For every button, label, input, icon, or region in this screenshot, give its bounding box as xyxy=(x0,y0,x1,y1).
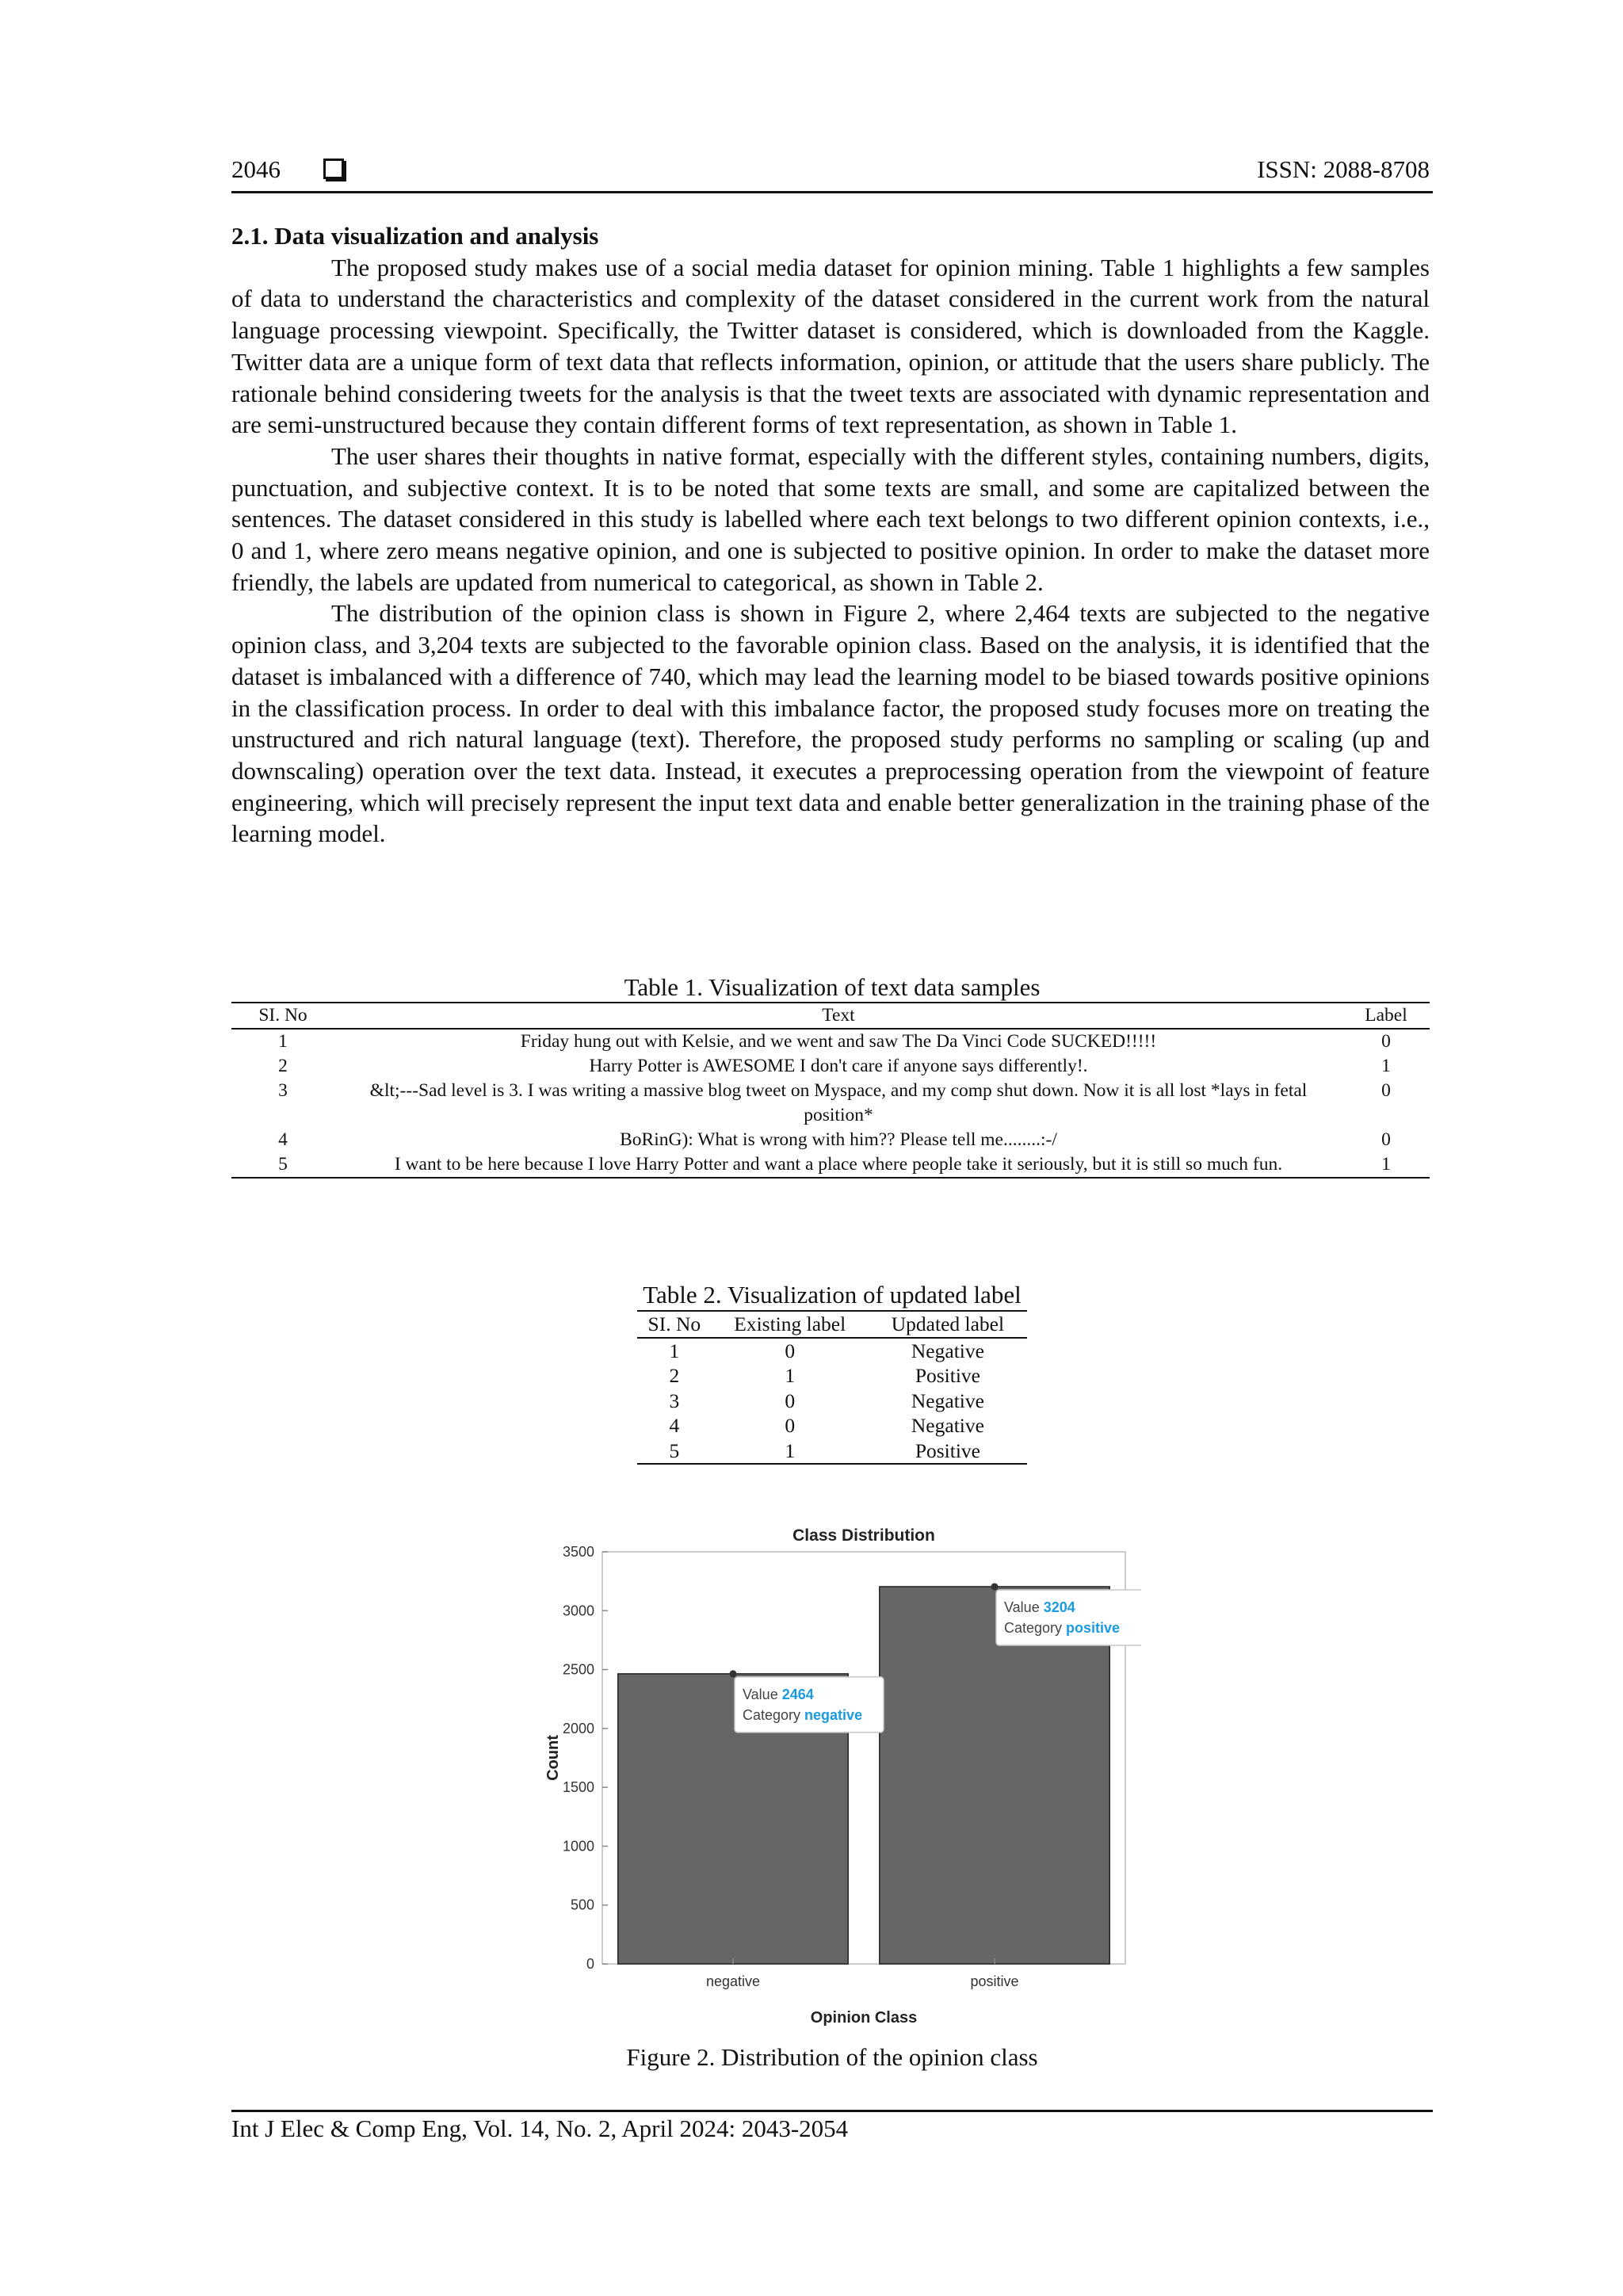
table2-header: Existing label xyxy=(734,1312,846,1335)
data-tip-marker xyxy=(991,1583,999,1590)
footer-citation: Int J Elec & Comp Eng, Vol. 14, No. 2, April 2024: 2043-2054 xyxy=(231,2115,849,2142)
figure-caption: Figure 2. Distribution of the opinion class xyxy=(626,2043,1038,2071)
table1-header: Label xyxy=(1365,1005,1407,1026)
table-row xyxy=(231,1054,1430,1079)
table-row xyxy=(637,1363,1027,1389)
table-cell: Negative xyxy=(911,1389,984,1412)
table-cell: 0 xyxy=(785,1339,796,1362)
page-header xyxy=(231,155,1430,193)
table-cell: 3 xyxy=(278,1080,288,1101)
table-cell: &lt;---Sad level is 3. I was writing a massive blog tweet on Myspace, and my comp shut down. Now it is all lost *lays in fetal position* xyxy=(369,1080,1308,1125)
y-tick-label: 3500 xyxy=(562,1544,594,1560)
paragraph-2: The user shares their thoughts in native format, especially with the different styles, containing numbers, digits, punctuation, and subjective context. It is to be noted that some texts are small, and some are capitalized between the sentences. The dataset considered in this study is labelled where each text belongs to two different opinion contexts, i.e., 0 and 1, where zero means negative opinion, and one is subjected to positive opinion. In order to make the dataset more friendly, the labels are updated from numerical to categorical, as shown in Table 2. xyxy=(231,441,1430,596)
table-row xyxy=(637,1389,1027,1414)
paragraph-3: The distribution of the opinion class is shown in Figure 2, where 2,464 texts are subjected to the negative opinion class, and 3,204 texts are subjected to the favorable opinion class. Based on the analysis, it is identified that the dataset is imbalanced with a difference of 740, which may lead the learning model to be biased towards positive opinions in the classification process. In order to deal with this imbalance factor, the proposed study focuses more on treating the unstructured and rich natural language (text). Therefore, the proposed study performs no sampling or scaling (up and downscaling) operation over the text data. Instead, it executes a preprocessing operation from the viewpoint of feature engineering, which will precisely represent the input text data and enable better generalization in the training phase of the learning model. xyxy=(231,599,1430,848)
data-tip-box xyxy=(735,1677,884,1733)
table-cell: Friday hung out with Kelsie, and we went and saw The Da Vinci Code SUCKED!!!!! xyxy=(520,1031,1157,1052)
table2-header-row xyxy=(637,1311,1027,1338)
square-bullet-icon xyxy=(323,159,344,179)
page-number: 2046 xyxy=(231,155,281,183)
y-axis xyxy=(563,1544,608,1972)
y-tick-label: 1000 xyxy=(562,1838,594,1855)
table-cell: 1 xyxy=(278,1031,288,1052)
paragraph-1: The proposed study makes use of a social media dataset for opinion mining. Table 1 highlights a few samples of data to understand the characteristics and complexity of the dataset considered in the current work from the natural language processing viewpoint. Specifically, the Twitter dataset is considered, which is downloaded from the Kaggle. Twitter data are a unique form of text data that reflects information, opinion, or attitude that the users share publicly. The rationale behind considering tweets for the analysis is that the tweet texts are associated with dynamic representation and are semi-unstructured because they contain different forms of text representation, as shown in Table 1. xyxy=(231,253,1430,439)
table-cell: 0 xyxy=(1381,1129,1391,1150)
table-cell: 0 xyxy=(785,1389,796,1412)
table-row xyxy=(637,1438,1027,1465)
table-cell: Positive xyxy=(915,1364,980,1387)
table1-caption: Table 1. Visualization of text data samples xyxy=(624,973,1041,1001)
table-cell: 0 xyxy=(1381,1031,1391,1052)
y-tick-label: 500 xyxy=(570,1897,594,1913)
table-cell: 1 xyxy=(669,1339,680,1362)
table1-header-row xyxy=(231,1003,1430,1029)
table-cell: 1 xyxy=(1381,1154,1391,1175)
table-cell: 5 xyxy=(278,1154,288,1175)
table-cell: 5 xyxy=(669,1438,680,1462)
data-tip-category: Category positive xyxy=(1004,1619,1121,1636)
table-cell: 1 xyxy=(1381,1056,1391,1076)
table2 xyxy=(637,1310,1027,1465)
table-cell: I want to be here because I love Harry Potter and want a place where people take it seriously, but it is still so much fun. xyxy=(394,1154,1283,1175)
table1-header: Text xyxy=(822,1005,855,1026)
table-cell: 4 xyxy=(278,1129,288,1150)
chart-title: Class Distribution xyxy=(792,1526,935,1545)
table2-caption: Table 2. Visualization of updated label xyxy=(643,1281,1022,1308)
table-cell: 0 xyxy=(785,1414,796,1437)
data-tip-marker xyxy=(730,1670,737,1677)
table-cell: 2 xyxy=(669,1364,680,1387)
table2-header: SI. No xyxy=(647,1312,701,1335)
x-axis-label: Opinion Class xyxy=(810,2009,918,2027)
y-axis-label: Count xyxy=(544,1735,562,1781)
table-row xyxy=(637,1338,1027,1364)
table-cell: BoRinG): What is wrong with him?? Please tell me........:-/ xyxy=(620,1129,1057,1150)
table1-header: SI. No xyxy=(258,1005,307,1026)
issn: ISSN: 2088-8708 xyxy=(1257,155,1430,183)
section-data-visualization xyxy=(231,220,1430,850)
header-rule xyxy=(231,191,1433,193)
data-tip-box xyxy=(996,1590,1141,1645)
table-cell: Harry Potter is AWESOME I don't care if anyone says differently!. xyxy=(589,1056,1088,1076)
table-row xyxy=(231,1029,1430,1054)
table-cell: 0 xyxy=(1381,1080,1391,1101)
table-row xyxy=(231,1079,1430,1128)
y-tick-label: 3000 xyxy=(562,1603,594,1619)
y-tick-label: 0 xyxy=(586,1956,594,1972)
footer-rule xyxy=(231,2110,1433,2112)
table-cell: 2 xyxy=(278,1056,288,1076)
table1 xyxy=(231,1002,1430,1179)
table2-header: Updated label xyxy=(891,1312,1005,1335)
table-row xyxy=(231,1152,1430,1178)
data-tip-value: Value 3204 xyxy=(1004,1599,1075,1615)
table-cell: Positive xyxy=(915,1438,980,1462)
table-cell: 1 xyxy=(785,1438,796,1462)
table-row xyxy=(231,1128,1430,1152)
x-tick-label: negative xyxy=(705,1973,761,1989)
y-tick-label: 1500 xyxy=(562,1779,594,1796)
data-tip-value: Value 2464 xyxy=(743,1686,814,1702)
table-cell: Negative xyxy=(911,1339,984,1362)
table-cell: 3 xyxy=(669,1389,680,1412)
data-tip-category: Category negative xyxy=(743,1706,863,1723)
table-row xyxy=(637,1413,1027,1438)
figure-class-distribution xyxy=(523,1520,1141,2027)
y-tick-label: 2500 xyxy=(562,1661,594,1678)
bar-chart xyxy=(523,1520,1141,2027)
y-tick-label: 2000 xyxy=(562,1720,594,1736)
table-cell: 1 xyxy=(785,1364,796,1387)
table-cell: Negative xyxy=(911,1414,984,1437)
section-heading: 2.1. Data visualization and analysis xyxy=(231,222,599,250)
x-tick-label: positive xyxy=(970,1973,1019,1989)
table-cell: 4 xyxy=(669,1414,680,1437)
